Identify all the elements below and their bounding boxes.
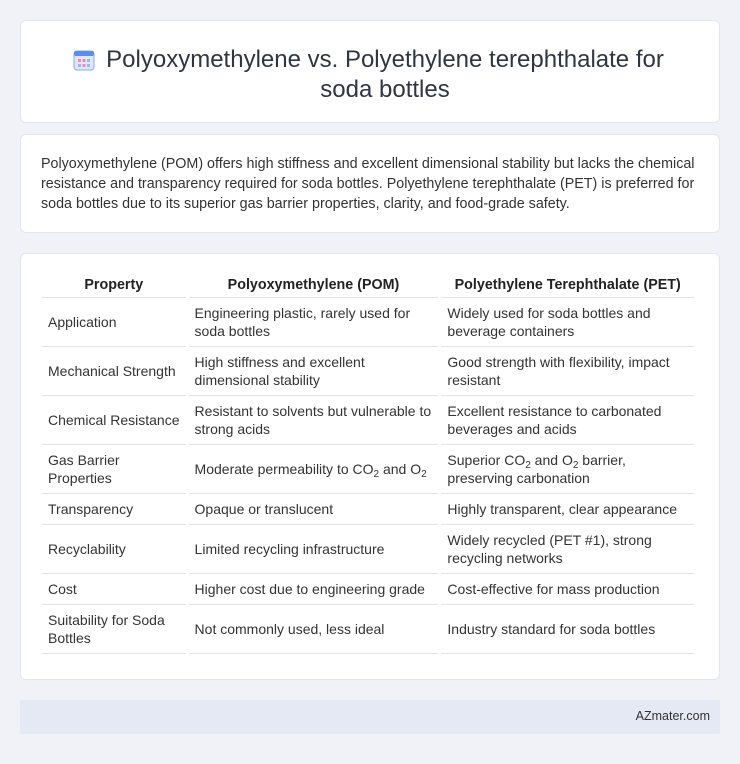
intro-card [20,134,720,233]
row-pet: Industry standard for soda bottles [441,605,694,654]
row-property: Mechanical Strength [42,347,186,396]
table-row [42,396,694,445]
row-property: Recyclability [42,525,186,574]
table-row [42,605,694,654]
row-pet: Cost-effective for mass production [441,574,694,605]
title-wrap [21,45,719,105]
comparison-table [39,272,697,654]
row-property: Gas Barrier Properties [42,445,186,494]
row-pet: Widely used for soda bottles and beverage containers [441,298,694,347]
table-row [42,298,694,347]
title-card [20,20,720,123]
row-pom: High stiffness and excellent dimensional stability [189,347,439,396]
row-property: Chemical Resistance [42,396,186,445]
row-pom: Moderate permeability to $CO_2$ and $O_2$ [189,445,439,494]
row-pom: Engineering plastic, rarely used for soda bottles [189,298,439,347]
row-property: Transparency [42,494,186,525]
footer-bar [20,700,720,734]
row-property: Application [42,298,186,347]
table-header-row [42,272,694,298]
footer-site-link[interactable]: AZmater.com [635,709,710,723]
calendar-grid-icon [73,49,95,71]
row-pet: Widely recycled (PET #1), strong recycling networks [441,525,694,574]
row-pom: Not commonly used, less ideal [189,605,439,654]
row-pom: Higher cost due to engineering grade [189,574,439,605]
table-row [42,445,694,494]
header-pet: Polyethylene Terephthalate (PET) [441,272,694,298]
table-row [42,574,694,605]
row-pet: Superior $CO_2$ and $O_2$ barrier, preserving carbonation [441,445,694,494]
row-pet: Good strength with flexibility, impact resistant [441,347,694,396]
row-pet: Excellent resistance to carbonated beverages and acids [441,396,694,445]
row-pom: Limited recycling infrastructure [189,525,439,574]
page-title: Polyoxymethylene vs. Polyethylene terephthalate for soda bottles [106,46,664,103]
row-pom: Opaque or translucent [189,494,439,525]
table-row [42,525,694,574]
row-property: Cost [42,574,186,605]
header-pom: Polyoxymethylene (POM) [189,272,439,298]
intro-paragraph: Polyoxymethylene (POM) offers high stiffness and excellent dimensional stability but lacks the chemical resistance and transparency required for soda bottles. Polyethylene terephthalate (PET) is preferred for soda bottles due to its superior gas barrier properties, clarity, and food-grade safety. [41,156,695,212]
row-pom: Resistant to solvents but vulnerable to strong acids [189,396,439,445]
table-row [42,494,694,525]
row-pet: Highly transparent, clear appearance [441,494,694,525]
table-row [42,347,694,396]
header-property: Property [42,272,186,298]
comparison-card [20,253,720,680]
row-property: Suitability for Soda Bottles [42,605,186,654]
